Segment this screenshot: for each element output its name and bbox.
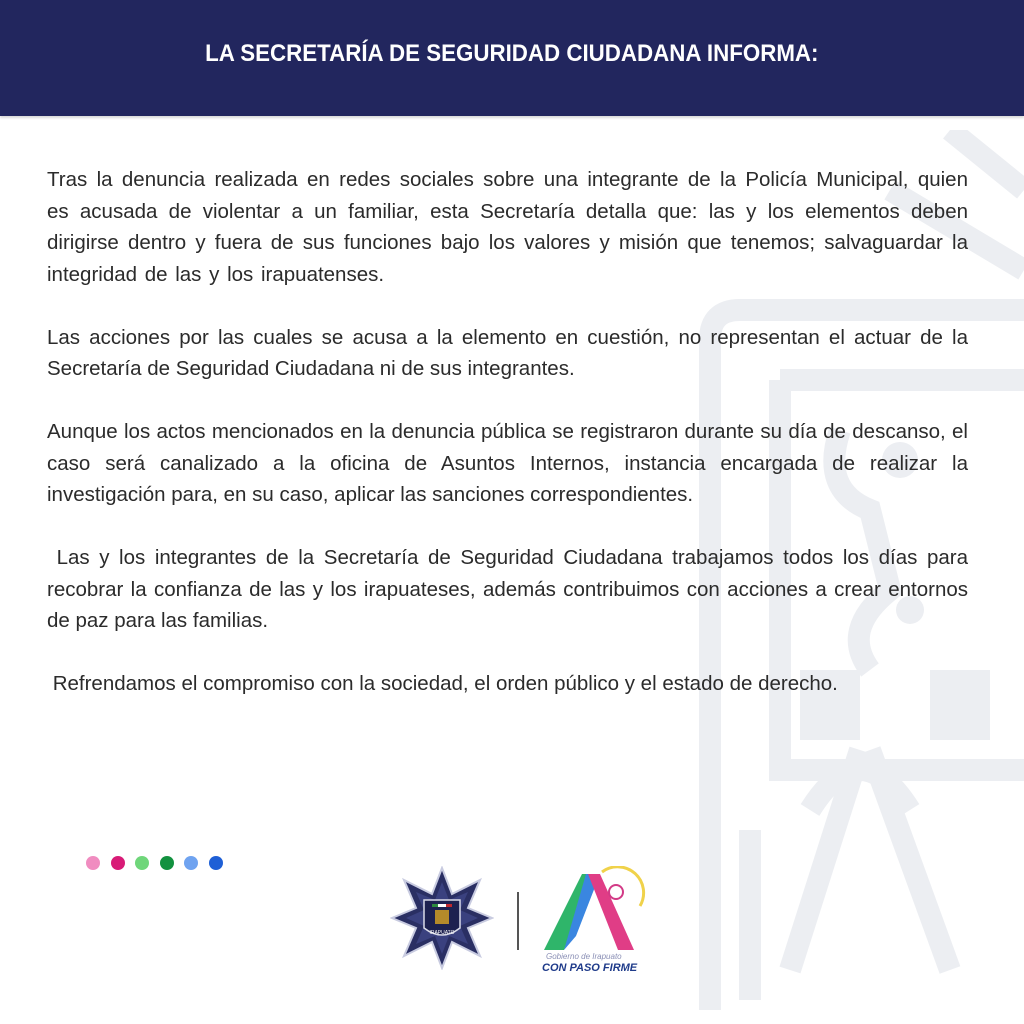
logo-divider [517, 892, 519, 950]
paragraph-1: Tras la denuncia realizada en redes sociales sobre una integrante de la Policía Municipal, quien es acusada de violentar a un familiar, esta Secretaría detalla que: las y los elementos deben dirigirse dentro y fuera de sus funciones bajo los valores y misión que tenemos; salvaguardar la integridad de las y los irapuatenses. [47, 168, 968, 286]
statement-body [47, 164, 974, 731]
paragraph-3: Aunque los actos mencionados en la denuncia pública se registraron durante su día de descanso, el caso será canalizado a la oficina de Asuntos Internos, instancia encargada de realizar la investigación para, en su caso, aplicar las sanciones correspondientes. [47, 420, 968, 506]
page-title: LA SECRETARÍA DE SEGURIDAD CIUDADANA INFORMA: [205, 40, 819, 67]
gov-subtitle: Gobierno de Irapuato [546, 952, 622, 961]
dot-blue-dark [209, 856, 223, 870]
police-star-badge-icon [390, 866, 494, 970]
dot-pink-dark [111, 856, 125, 870]
gov-slogan: CON PASO FIRME [542, 962, 638, 974]
dot-green-dark [160, 856, 174, 870]
dot-blue-light [184, 856, 198, 870]
paragraph-2: Las acciones por las cuales se acusa a la elemento en cuestión, no representan el actuar de la Secretaría de Seguridad Ciudadana ni de sus integrantes. [47, 325, 968, 380]
decorative-dots [86, 856, 223, 870]
logos-footer [390, 866, 650, 986]
dot-pink-light [86, 856, 100, 870]
paragraph-4: Las y los integrantes de la Secretaría de Seguridad Ciudadana trabajamos todos los días para recobrar la confianza de las y los irapuateses, además contribuimos con acciones a crear entornos de paz para las familias. [47, 546, 974, 632]
dot-green-light [135, 856, 149, 870]
header-banner [0, 0, 1024, 116]
paragraph-5: Refrendamos el compromiso con la sociedad, el orden público y el estado de derecho. [47, 672, 838, 695]
badge-text: IRAPUATO [429, 930, 455, 936]
